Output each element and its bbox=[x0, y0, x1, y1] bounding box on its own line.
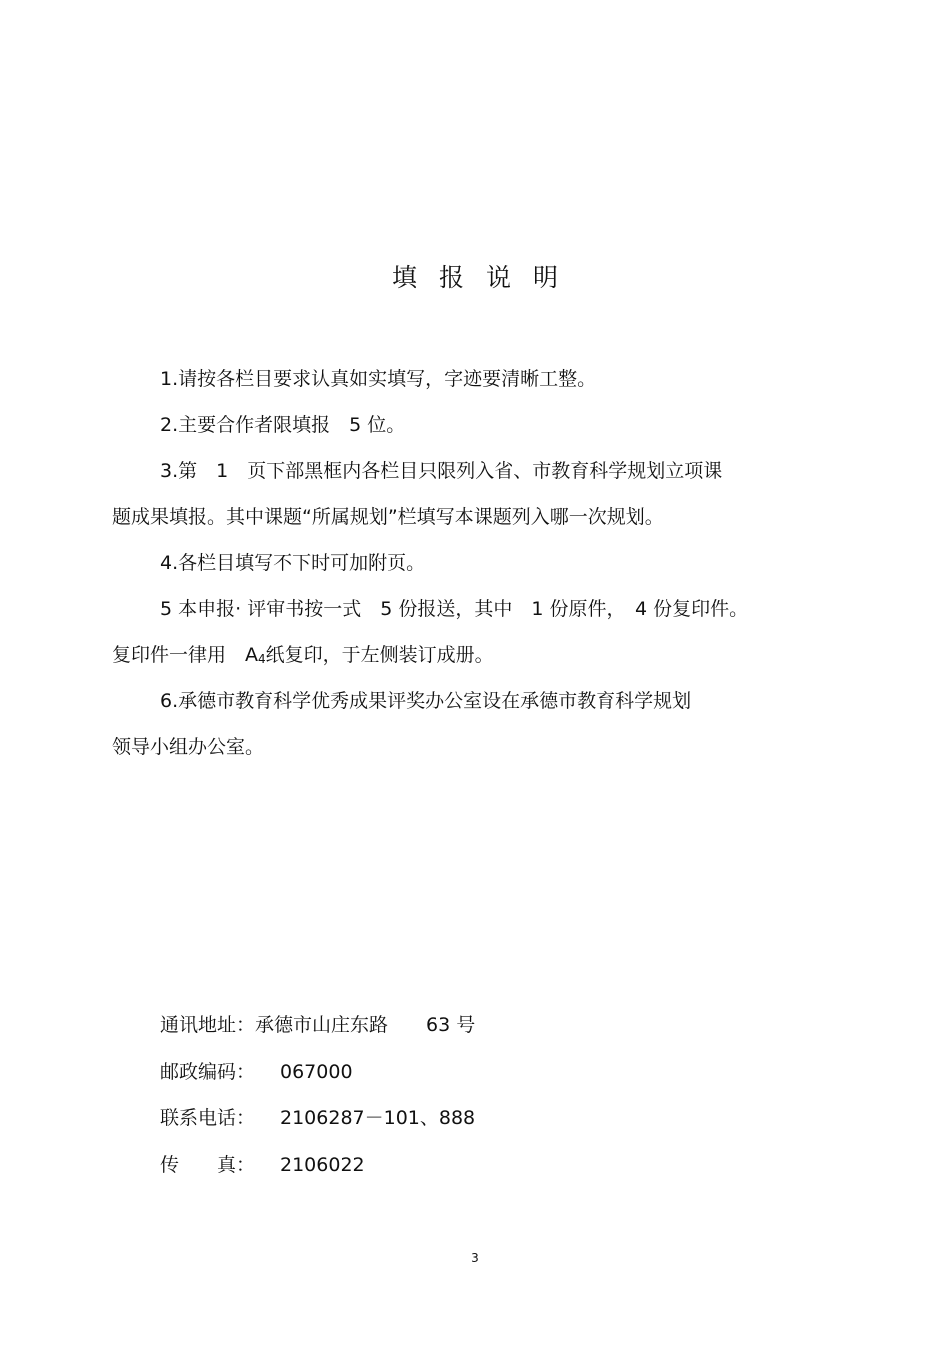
fax-label: 传 真： bbox=[160, 1153, 256, 1176]
instruction-line: 4.各栏目填写不下时可加附页。 bbox=[160, 552, 426, 574]
instruction-line-part: 复印件一律用 A bbox=[112, 644, 258, 666]
postcode-value: 067000 bbox=[280, 1060, 353, 1083]
instruction-line-part: 纸复印，于左侧装订成册。 bbox=[265, 644, 494, 666]
instruction-item-2 bbox=[112, 402, 842, 448]
instruction-line: 6.承德市教育科学优秀成果评奖办公室设在承德市教育科学规划 bbox=[160, 690, 692, 712]
instruction-line: 3.第 1 页下部黑框内各栏目只限列入省、市教育科学规划立项课 bbox=[160, 460, 723, 482]
instruction-line: 2.主要合作者限填报 5 位。 bbox=[160, 414, 406, 436]
contact-phone bbox=[160, 1095, 475, 1142]
instruction-item-1 bbox=[112, 356, 842, 402]
phone-label: 联系电话： bbox=[160, 1107, 256, 1129]
contact-postcode bbox=[160, 1049, 475, 1096]
contact-info bbox=[160, 1002, 475, 1188]
fax-value: 2106022 bbox=[280, 1153, 365, 1176]
instruction-line: 领导小组办公室。 bbox=[112, 736, 265, 758]
instruction-item-3 bbox=[112, 448, 842, 540]
instruction-line: 5 本申报· 评审书按一式 5 份报送，其中 1 份原件， 4 份复印件。 bbox=[160, 598, 749, 620]
page-title: 填报说明 bbox=[391, 263, 580, 292]
instruction-item-6 bbox=[112, 678, 842, 770]
instruction-line: 1.请按各栏目要求认真如实填写，字迹要清晰工整。 bbox=[160, 368, 597, 390]
contact-address bbox=[160, 1002, 475, 1049]
paper-size-subscript: 4 bbox=[258, 652, 266, 666]
address-value: 承德市山庄东路 63 号 bbox=[255, 1014, 476, 1036]
postcode-label: 邮政编码： bbox=[160, 1060, 256, 1083]
phone-value: 2106287－101、888 bbox=[280, 1107, 476, 1129]
contact-fax bbox=[160, 1142, 475, 1189]
instruction-item-4 bbox=[112, 540, 842, 586]
instruction-line: 题成果填报。其中课题“所属规划”栏填写本课题列入哪一次规划。 bbox=[112, 506, 664, 528]
address-label: 通讯地址： bbox=[160, 1014, 256, 1036]
instruction-line-with-subscript bbox=[112, 632, 842, 678]
page-number: 3 bbox=[471, 1251, 479, 1265]
instruction-item-5 bbox=[112, 586, 842, 678]
